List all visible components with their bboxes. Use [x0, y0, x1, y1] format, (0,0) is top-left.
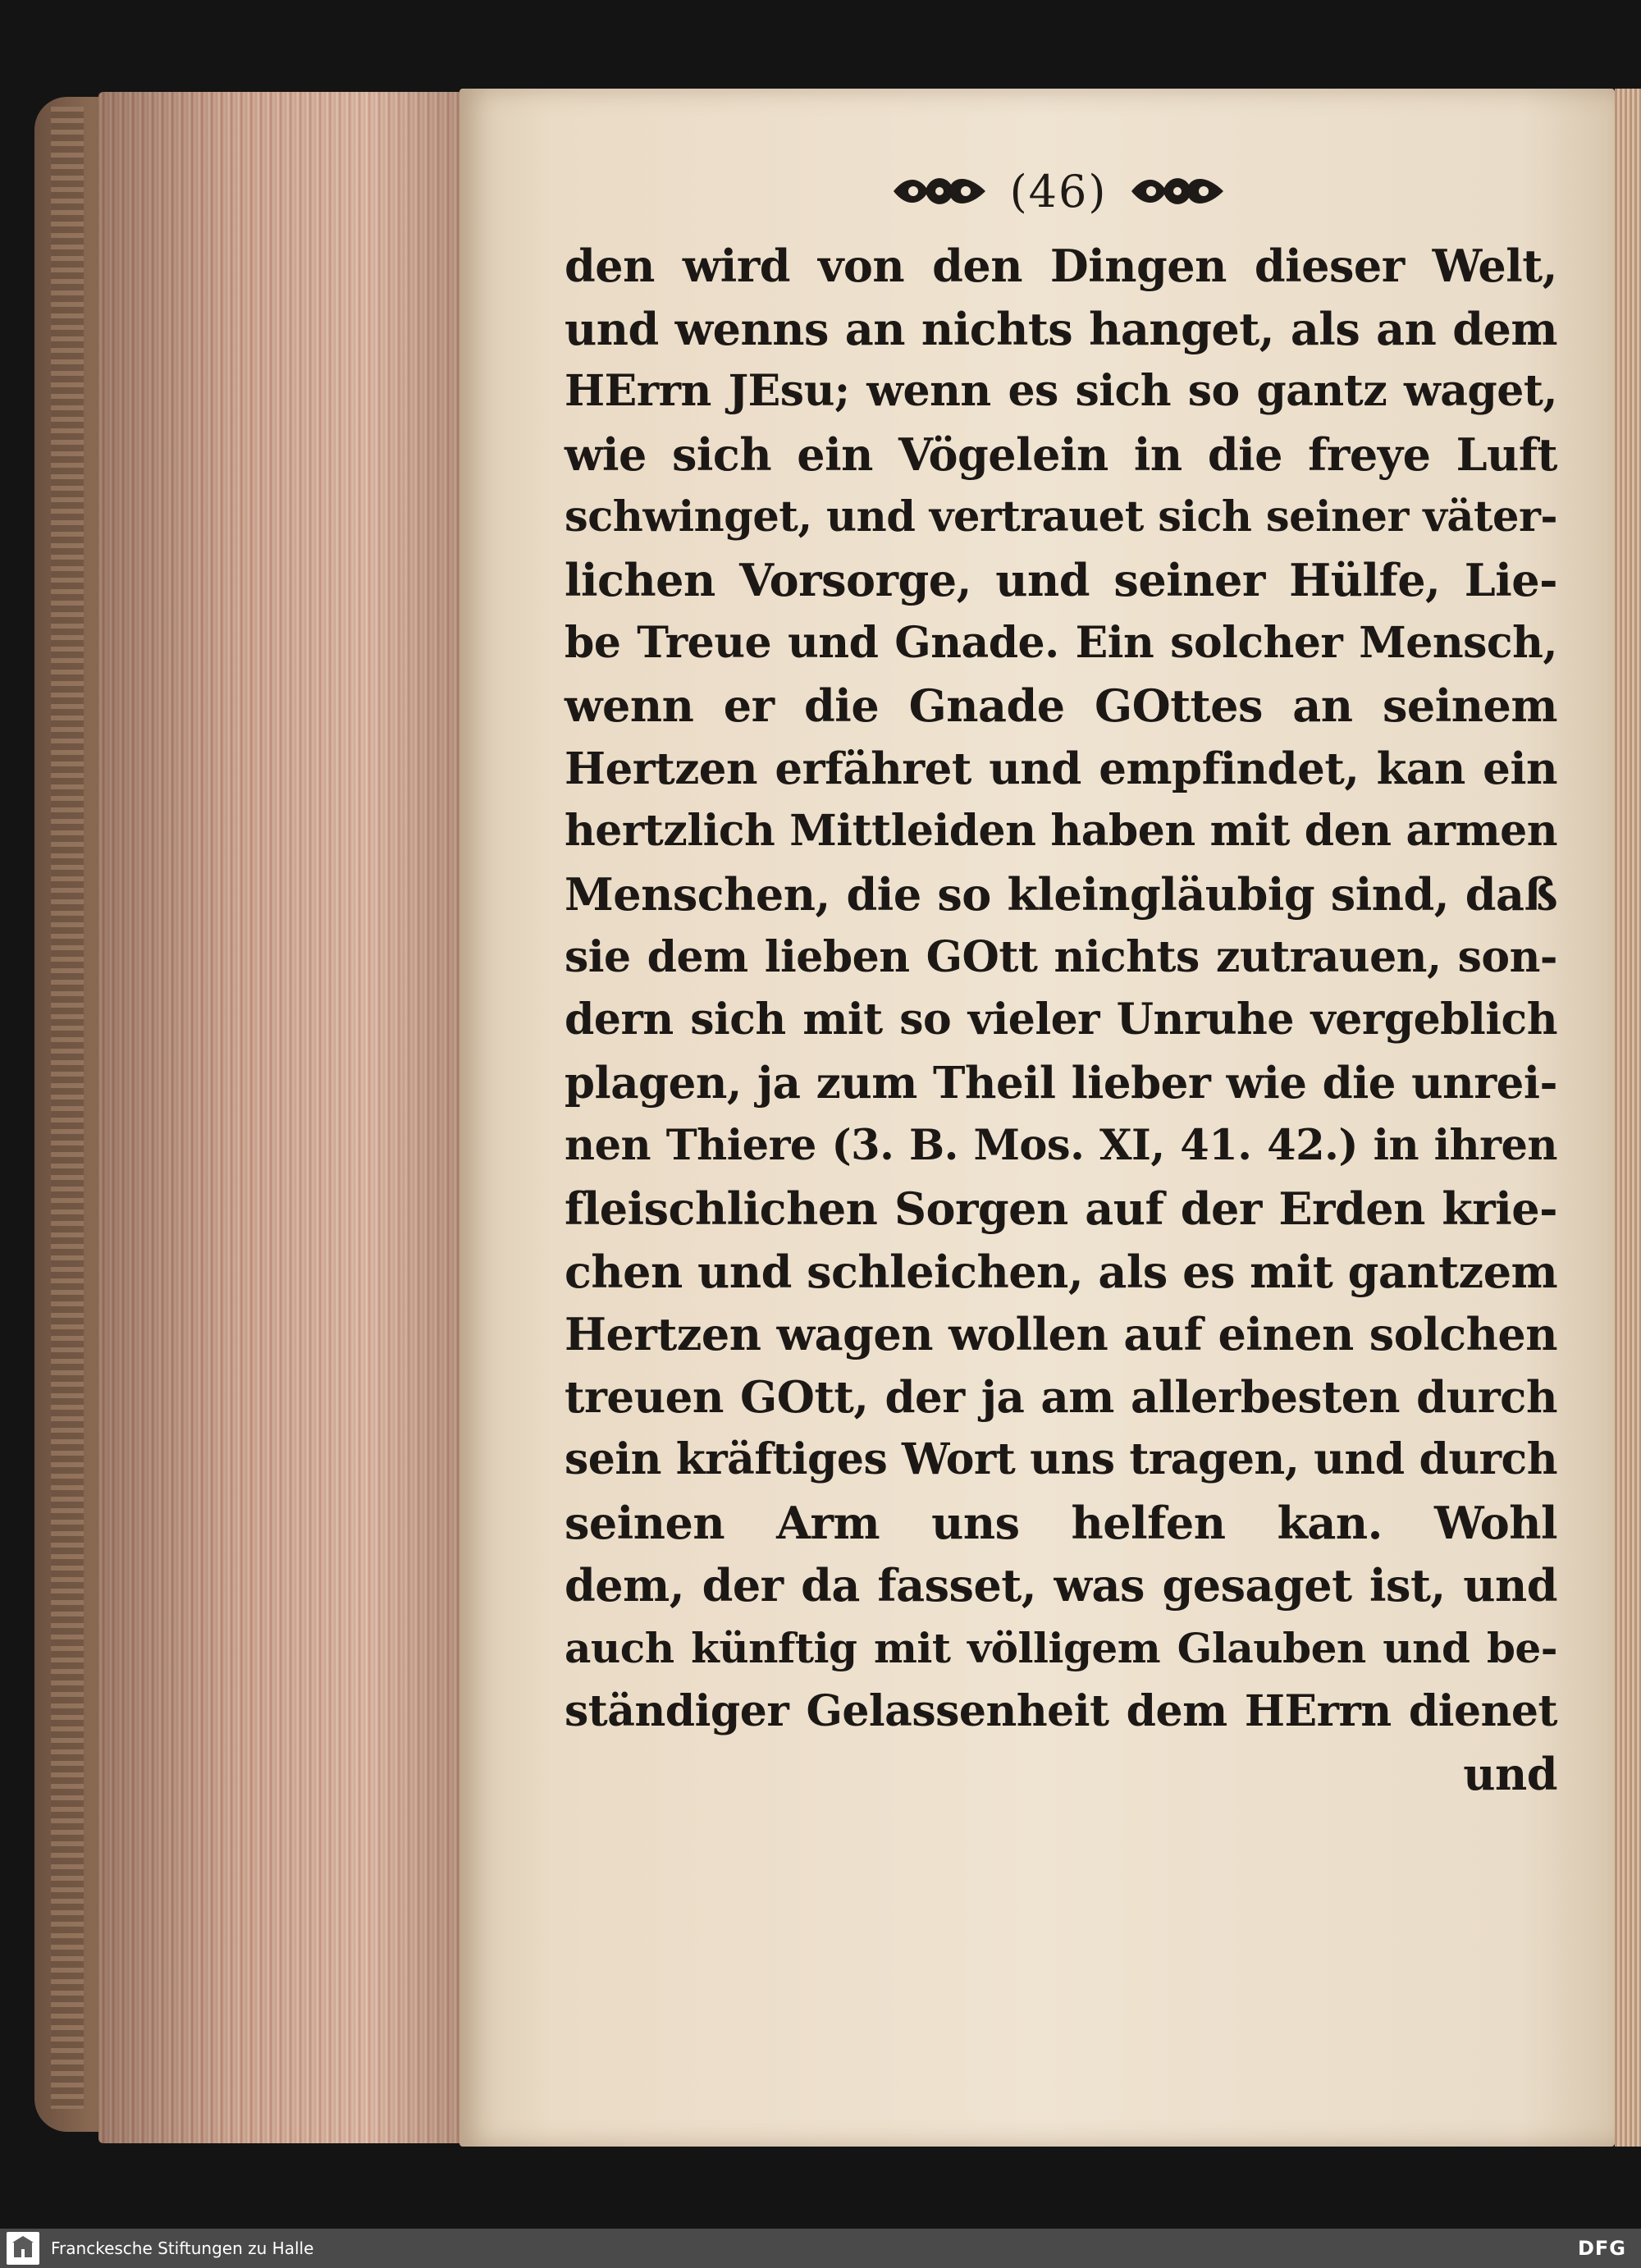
institution-logo-icon: [7, 2232, 39, 2265]
page-number: (46): [1009, 165, 1108, 217]
text-line: und wenns an nichts hanget, als an dem: [565, 302, 1557, 355]
text-line: dem, der da fasset, was gesaget ist, und: [565, 1559, 1557, 1612]
text-line: plagen, ja zum Theil lieber wie die unrei-: [565, 1057, 1557, 1109]
text-line: Hertzen erfähret und empfindet, kan ein: [565, 743, 1557, 794]
text-line: lichen Vorsorge, und seiner Hülfe, Lie-: [565, 553, 1557, 606]
running-header: [853, 154, 1264, 228]
cover-texture: [51, 107, 84, 2109]
page-right-edge: [1615, 89, 1641, 2147]
text-line: Menschen, die so kleingläubig sind, daß: [565, 867, 1557, 921]
text-line: seinen Arm uns helfen kan. Wohl: [565, 1496, 1557, 1549]
text-line: schwinget, und vertrauet sich seiner väter-: [565, 492, 1557, 542]
dfg-logo: DFG: [1577, 2237, 1626, 2260]
text-line: wie sich ein Vögelein in die freye Luft: [565, 428, 1557, 481]
text-line: auch künftig mit völligem Glauben und be-: [565, 1624, 1557, 1673]
text-line: dern sich mit so vieler Unruhe vergeblich: [565, 995, 1557, 1045]
text-line: ständiger Gelassenheit dem HErrn dienet: [565, 1685, 1557, 1736]
text-line: den wird von den Dingen dieser Welt,: [565, 240, 1557, 292]
text-line: sie dem lieben GOtt nichts zutrauen, son-: [565, 931, 1557, 982]
text-line: wenn er die Gnade GOttes an seinem: [565, 679, 1557, 733]
institution-name: Franckesche Stiftungen zu Halle: [51, 2238, 314, 2258]
text-line: chen und schleichen, als es mit gantzem: [565, 1245, 1558, 1298]
footer-bar: [0, 2229, 1641, 2268]
body-text: [565, 235, 1557, 1806]
text-line: sein kräftiges Wort uns tragen, und durch: [565, 1434, 1557, 1485]
text-line: treuen GOtt, der ja am allerbesten durch: [565, 1371, 1557, 1423]
text-line: Hertzen wagen wollen auf einen solchen: [565, 1308, 1557, 1361]
text-line: be Treue und Gnade. Ein solcher Mensch,: [565, 617, 1557, 668]
text-line: hertzlich Mittleiden haben mit den armen: [565, 806, 1557, 857]
text-line: HErrn JEsu; wenn es sich so gantz waget,: [565, 366, 1557, 417]
page-edges-shade: [98, 92, 484, 2143]
right-ornament-icon: [1128, 168, 1227, 214]
left-ornament-icon: [890, 168, 989, 214]
text-line: nen Thiere (3. B. Mos. XI, 41. 42.) in ihren: [565, 1121, 1557, 1171]
catchword: und: [1463, 1748, 1557, 1801]
text-line: fleischlichen Sorgen auf der Erden krie-: [565, 1182, 1557, 1235]
